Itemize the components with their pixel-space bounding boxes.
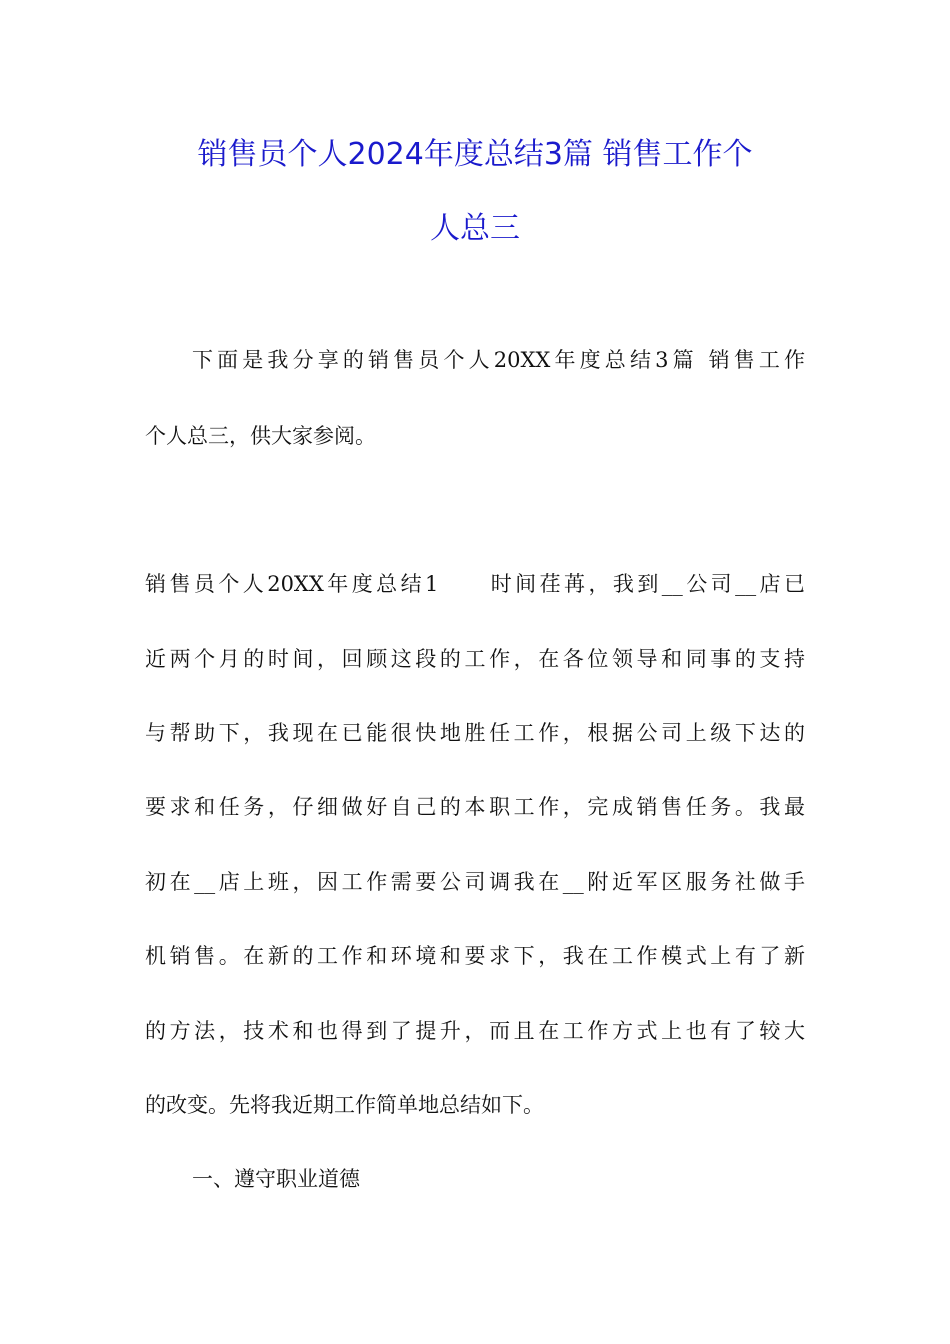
body-line-6: 机销售。在新的工作和环境和要求下，我在工作模式上有了新 (145, 944, 805, 968)
intro-line-2: 个人总三，供大家参阅。 (145, 424, 376, 448)
body-line-5: 初在__店上班，因工作需要公司调我在__附近军区服务社做手 (145, 870, 805, 894)
section-heading: 一、遵守职业道德 (192, 1167, 360, 1191)
document-title-line-2: 人总三 (430, 211, 520, 246)
intro-line-1: 下面是我分享的销售员个人20XX年度总结3篇 销售工作 (192, 348, 806, 372)
body-line-4: 要求和任务，仔细做好自己的本职工作，完成销售任务。我最 (145, 795, 805, 819)
body-line-3: 与帮助下，我现在已能很快地胜任工作，根据公司上级下达的 (145, 721, 805, 745)
body-line-8: 的改变。先将我近期工作简单地总结如下。 (145, 1093, 544, 1117)
document-title-line-1: 销售员个人2024年度总结3篇 销售工作个 (197, 137, 753, 172)
body-line-2: 近两个月的时间，回顾这段的工作，在各位领导和同事的支持 (145, 647, 805, 671)
body-line-1: 销售员个人20XX年度总结1 时间荏苒，我到__公司__店已 (145, 572, 805, 596)
body-line-7: 的方法，技术和也得到了提升，而且在工作方式上也有了较大 (145, 1019, 805, 1043)
